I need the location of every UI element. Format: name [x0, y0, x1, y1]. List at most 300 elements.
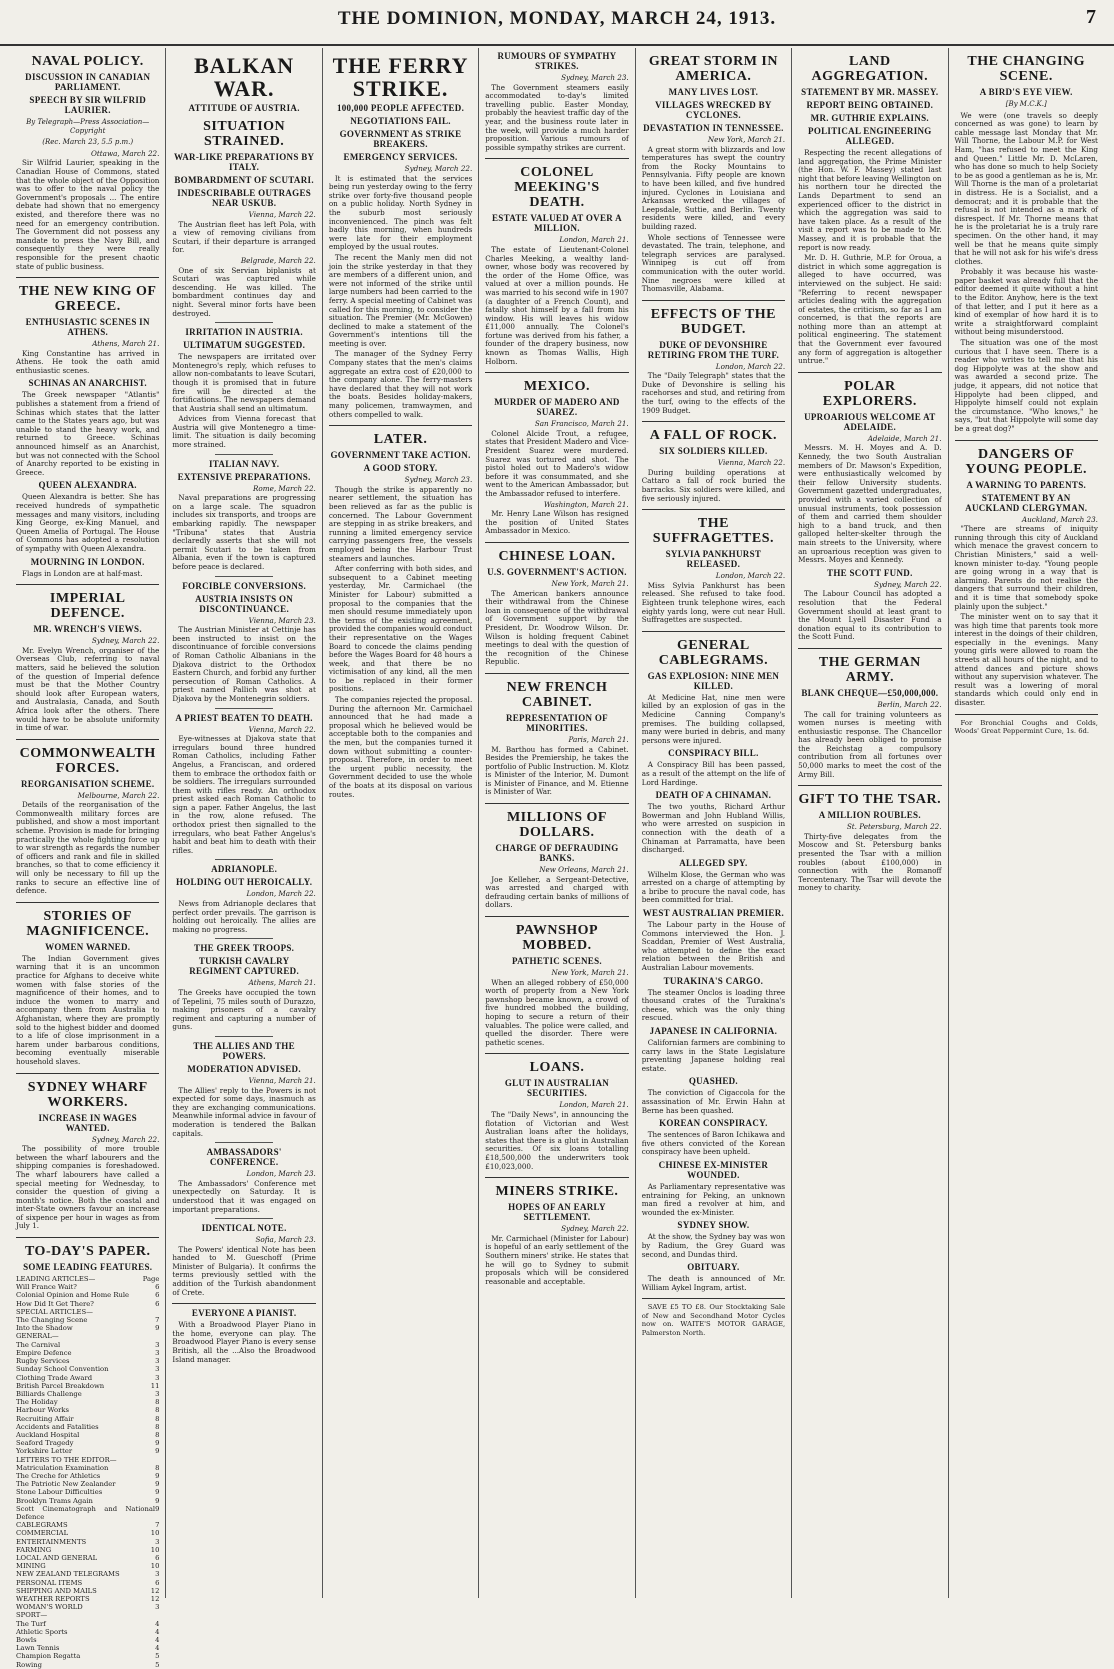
dateline: Auckland, March 23. — [1021, 514, 1098, 524]
divider — [215, 322, 272, 323]
subheadline: A WARNING TO PARENTS. — [966, 479, 1087, 490]
subheadline: REORGANISATION SCHEME. — [20, 778, 155, 789]
contents-page: 6 — [155, 1578, 160, 1587]
subheadline: KOREAN CONSPIRACY. — [659, 1118, 768, 1129]
article-body: The situation was one of the most curious that I have seen. There is a reader who writes to tell me that his dog Hippolyte was at the show and was awarded a second prize. The judge, it appears, did not notice that Hippolyte had been clipped, and Hippolyte himself could not explain the circumstance. "Who knows," he says, "but that Hippolyte will some day be a great dog?" — [954, 338, 1098, 433]
contents-item: Recruiting Affair — [16, 1414, 74, 1423]
contents-page: 3 — [155, 1389, 160, 1398]
contents-page: 4 — [155, 1619, 160, 1628]
article-body: Naval preparations are progressing on a large scale. The squadron includes six transports, and troops are embarking rapidly. The newspaper "Tribuna" states that Austria declaredly asserts that she will not permit Scutari to be taken from Albania, even if the town is captured before peace is declared. — [172, 493, 316, 571]
divider — [215, 454, 272, 455]
contents-row — [16, 1529, 159, 1537]
article-body: When an alleged robbery of £50,000 worth of property from a New York pawnshop became known, a crowd of five hundred mobbed the building, hoping to secure a return of their valuables. The police were called, and quelled the disorder. There were pathetic scenes. — [485, 977, 629, 1047]
contents-row — [16, 1611, 159, 1619]
article-body: Queen Alexandra is better. She has received hundreds of sympathetic messages and many visitors, including King George, ex-King Manuel, and Queen Amelia of Portugal. The House of Commons has adopted a resolution of sympathy with Queen Alexandra. — [16, 492, 160, 553]
subheadline: SYLVIA PANKHURST RELEASED. — [665, 549, 762, 570]
headline: IMPERIAL DEFENCE. — [49, 591, 126, 622]
dateline: Vienna, March 22. — [248, 724, 316, 734]
article-body: Mr. D. H. Guthrie, M.P. for Oroua, a district in which some aggregation is alleged to have occurred, was interviewed on the subject. He said: "Referring to recent newspaper articles dealing with the aggregation of estates, the criticism, so far as I am concerned, is that the reports are nothing more than an attempt at political engineering. The statement that the Government ever favoured any form of aggregation is altogether untrue." — [798, 253, 942, 366]
article-body: Advices from Vienna forecast that Austria will give Montenegro a time-limit. The situation is daily becoming more strained. — [172, 414, 316, 450]
subheadline: DEATH OF A CHINAMAN. — [655, 790, 772, 801]
article-body: King Constantine has arrived in Athens. He took the oath amid enthusiastic scenes. — [16, 348, 160, 375]
article-body: At the show, the Sydney bay was won by Radium, the Grey Guard was second, and Dundas third. — [641, 1232, 786, 1259]
subheadline: BOMBARDMENT OF SCUTARI. — [174, 175, 314, 185]
contents-page: 9 — [155, 1324, 160, 1333]
divider — [485, 158, 628, 159]
article-body: The Allies' reply to the Powers is not expected for some days, inasmuch as they are exchanging communications. Meanwhile informal advice in favour of moderation is tendered the Balkan capitals. — [172, 1085, 316, 1138]
article-body: The companies rejected the proposal. During the afternoon Mr. Carmichael announced that he had made a proposal which he believed would be acceptable both to the companies and the men, but the companies turned it down without submitting a counter-proposal. Therefore, in order to meet the urgent public necessity, the Government decided to use the whole of the boats at its disposal on various routes. — [328, 695, 473, 799]
article-body: The possibility of more trouble between the wharf labourers and the shipping companies is foreshadowed. The wharf labourers have called a special meeting for Wednesday, to consider the question of giving a month's notice. Both the coastal and inter-State owners favour an increase of sixpence per hour in wages as from July 1. — [16, 1144, 160, 1231]
subheadline: STATEMENT BY AN AUCKLAND CLERGYMAN. — [965, 492, 1088, 513]
subheadline: THE GREEK TROOPS. — [194, 943, 295, 954]
contents-item: GENERAL— — [16, 1332, 59, 1341]
contents-page: 12 — [150, 1586, 160, 1595]
headline: THE NEW KING OF GREECE. — [18, 284, 157, 315]
divider — [642, 631, 785, 632]
contents-row — [16, 1447, 159, 1455]
contents-item: Into the Shadow — [16, 1324, 73, 1333]
contents-page: 5 — [155, 1660, 160, 1669]
contents-page: 8 — [155, 1398, 160, 1407]
subheadline: TURAKINA'S CARGO. — [663, 975, 764, 986]
contents-page: 10 — [150, 1562, 160, 1571]
contents-page: 3 — [155, 1537, 160, 1546]
dateline: London, March 21. — [559, 235, 629, 245]
contents-item: Scott Cinematograph and National Defence — [16, 1504, 156, 1521]
credit-line: By Telegraph—Press Association—Copyright — [26, 118, 150, 135]
dateline: Melbourne, March 22. — [77, 790, 160, 800]
contents-page: 9 — [155, 1480, 160, 1489]
article-body: "There are streams of iniquity running through this city of Auckland which menace the gravest concern to Christian Ministers," said a well-known minister to-day. "Young people are going wrong in a way that is alarming. Parents do not realise the dangers that surround their children, and it is time that somebody spoke plainly upon the subject." — [954, 524, 1098, 611]
subheadline: HOPES OF AN EARLY SETTLEMENT. — [508, 1202, 606, 1223]
contents-row — [16, 1538, 159, 1546]
divider — [215, 859, 272, 860]
headline: GREAT STORM IN AMERICA. — [648, 54, 778, 84]
dateline: New York, March 21. — [551, 968, 629, 978]
contents-item: SPORT— — [16, 1611, 48, 1620]
contents-page: 7 — [155, 1316, 160, 1325]
headline: CHINESE LOAN. — [498, 548, 616, 564]
dateline: Sydney, March 22. — [91, 1134, 160, 1144]
article-body: We were (one travels so deeply concerned as was gone) to learn by cable message last Monday that Mr. Will Thorne, the Labour M.P. for West Ham, "has refused to meet the King and Queen." Little Mr. D. McLaren, who has done so much to help Society to be as good a gentleman as he is, Mr. Will Thorne is the man of a proletariat in distress. He is a Socialist, and a democrat; and it is probable that the refusal is not intended as a mark of disrespect. If Mr. Thorne means that he is the proletariat he is a truly rare specimen. On the other hand, it may well be that he means quite simply that he will not ask for his wife's dress clothes. — [954, 110, 1098, 266]
column-2 — [166, 48, 322, 1598]
contents-row — [16, 1423, 159, 1431]
contents-item: Matriculation Examination — [16, 1463, 109, 1472]
advertisement-body: For Bronchial Coughs and Colds, Woods' Great Peppermint Cure, 1s. 6d. — [954, 718, 1098, 736]
headline: DANGERS OF YOUNG PEOPLE. — [965, 446, 1088, 477]
contents-item: CABLEGRAMS — [16, 1521, 68, 1530]
subheadline: MR. GUTHRIE EXPLAINS. — [810, 113, 929, 123]
article-body: Sir Wilfrid Laurier, speaking in the Canadian House of Commons, stated that the whole object of the Opposition was to offer to the naval policy the Government's proposals ... The entire debate had shown that no emergency existed, and therefore there was no need for an emergency contribution. The Government did not possess any mandate to press the Navy Bill, and consequently they were really responsible for the present chaotic state of public business. — [16, 158, 160, 271]
contents-item: Harbour Works — [16, 1406, 69, 1415]
column-5 — [636, 48, 792, 1598]
article-body: Details of the reorganisation of the Commonwealth military forces are published, and show a most important scheme. Provision is made for bringing practically the whole fighting force up to war strength as regards the number of officers and rank and file in skilled branches, so that to come efficiency it will only be necessary to fill up the ranks to secure an effective line of defence. — [16, 800, 160, 896]
contents-row — [16, 1464, 159, 1472]
dateline: Sydney, March 22. — [873, 579, 942, 589]
contents-item: FARMING — [16, 1545, 52, 1554]
contents-item: Colonial Opinion and Home Rule — [16, 1291, 130, 1300]
divider — [798, 648, 941, 649]
contents-item: Auckland Hospital — [16, 1430, 80, 1439]
subheadline: QUASHED. — [688, 1076, 738, 1087]
subheadline: THE ALLIES AND THE POWERS. — [193, 1040, 295, 1061]
article-body: Flags in London are at half-mast. — [22, 568, 143, 578]
received-line: (Rec. March 23, 5.5 p.m.) — [42, 138, 134, 147]
contents-row — [16, 1628, 159, 1636]
contents-row — [16, 1406, 159, 1414]
subheadline: MURDER OF MADERO AND SUAREZ. — [494, 397, 620, 418]
contents-page: 4 — [155, 1636, 160, 1644]
column-1 — [10, 48, 166, 1669]
contents-row — [16, 1374, 159, 1382]
contents-item: The Turf — [16, 1619, 46, 1628]
subheadline: SYDNEY SHOW. — [677, 1220, 750, 1231]
contents-row — [16, 1497, 159, 1505]
subheadline: IDENTICAL NOTE. — [201, 1223, 287, 1234]
contents-list — [16, 1275, 159, 1669]
divider — [485, 1177, 628, 1178]
contents-page: 3 — [155, 1357, 160, 1366]
divider — [16, 902, 159, 903]
subheadline: 100,000 PEOPLE AFFECTED. — [336, 103, 465, 113]
subheadline: MODERATION ADVISED. — [187, 1063, 301, 1074]
contents-page: 11 — [150, 1381, 160, 1390]
headline: A FALL OF ROCK. — [649, 428, 778, 444]
divider — [16, 277, 159, 278]
dateline: Sydney, March 22. — [404, 164, 473, 173]
divider — [798, 785, 941, 786]
divider — [485, 673, 628, 674]
article-body: The Labour Council has adopted a resolution that the Federal Government should at least grant to the Mount Lyell Disaster Fund a donation equal to its contribution to the Scott Fund. — [798, 589, 942, 642]
subheadline: A MILLION ROUBLES. — [818, 810, 921, 821]
contents-page: 3 — [155, 1603, 160, 1612]
contents-row — [16, 1570, 159, 1578]
contents-item: Lawn Tennis — [16, 1644, 60, 1653]
columns — [10, 48, 1104, 1669]
subheadline: GOVERNMENT AS STRIKE BREAKERS. — [339, 129, 462, 149]
article-body: The Indian Government gives warning that it is an uncommon practice for Afghans to deceive white women with false stories of the magnificence of their homes, and to induce the women to marry and accompany them from Australia to Afghanistan, where they are promptly sold to the highest bidder and doomed to a life of close imprisonment in a harem under barbarous conditions, becoming eventually miserable household slaves. — [16, 953, 160, 1066]
dateline: Vienna, March 22. — [717, 458, 786, 468]
article-body: Miss Sylvia Pankhurst has been released. She refused to take food. Eighteen trunk telephone wires, each eighty yards long, were cut near Hull. Suffragettes are suspected. — [641, 580, 786, 625]
article-body: Eye-witnesses at Djakova state that irregulars bound three hundred Roman Catholics, including Father Angelus, a Franciscan, and ordered them to embrace the orthodox faith or be soldiers. The irregulars surrounded them with rifles ready. An orthodox priest asked each Roman Catholic to sign a paper. Father Angelus, the last in the row, alone refused. The orthodox priest then signalled to the irregulars, who beat Father Angelus's habit and beat him to death with their rifles. — [172, 734, 316, 855]
subheadline: TURKISH CAVALRY REGIMENT CAPTURED. — [189, 956, 299, 977]
headline: LOANS. — [529, 1060, 585, 1076]
contents-page: 3 — [155, 1348, 160, 1357]
contents-row — [16, 1644, 159, 1652]
contents-item: COMMERCIAL — [16, 1529, 69, 1538]
dateline: New York, March 21. — [551, 578, 629, 588]
contents-row — [16, 1546, 159, 1554]
column-7 — [949, 48, 1104, 1598]
contents-page: 9 — [155, 1496, 160, 1505]
subheadline: INCREASE IN WAGES WANTED. — [38, 1112, 137, 1133]
contents-item: Stone Labour Difficulties — [16, 1488, 103, 1497]
contents-row — [16, 1620, 159, 1628]
contents-item: The Changing Scene — [16, 1316, 88, 1325]
dateline: Vienna, March 21. — [248, 1075, 316, 1085]
article-body: Mr. Evelyn Wrench, organiser of the Overseas Club, referring to naval matters, said he believed the solution of the question of Imperial defence must be that the Mother Country should look after European waters, and Australasia, Canada, and South Africa look after the others. There would have to be absolute uniformity in time of war. — [16, 645, 160, 733]
subheadline: U.S. GOVERNMENT'S ACTION. — [487, 566, 627, 577]
headline: THE FERRY STRIKE. — [332, 53, 469, 101]
subheadline: RUMOURS OF SYMPATHY STRIKES. — [497, 51, 617, 71]
article-body: At Medicine Hat, nine men were killed by an explosion of gas in the Medicine Canning Company's premises. The building collapsed, many were buried in debris, and many persons were injured. — [641, 692, 786, 745]
headline: THE SUFFRAGETTES. — [652, 516, 775, 547]
contents-row — [16, 1456, 159, 1464]
subheadline: CHARGE OF DEFRAUDING BANKS. — [495, 843, 619, 864]
subheadline: EMERGENCY SERVICES. — [343, 152, 458, 162]
contents-item: WOMAN'S WORLD — [16, 1603, 83, 1612]
dateline: Sydney, March 22. — [561, 1224, 629, 1234]
contents-row — [16, 1636, 159, 1644]
contents-item: British Parcel Breakdown — [16, 1381, 105, 1390]
advertisement-body: With a Broadwood Player Piano in the home, everyone can play. The Broadwood Player Piano is every sense British, all the ...Also the Broadwood Island manager. — [172, 1320, 316, 1364]
dateline: Adelaide, March 21. — [867, 433, 942, 443]
advertisement-body: SAVE £5 TO £8. Our Stocktaking Sale of New and Secondhand Motor Cycles now on. WAITE'S MOTOR GARAGE, Palmerston North. — [641, 1303, 786, 1338]
contents-item: MINING — [16, 1562, 46, 1571]
contents-item: LEADING ARTICLES— — [16, 1275, 96, 1284]
contents-row — [16, 1488, 159, 1496]
headline: GENERAL CABLEGRAMS. — [658, 637, 769, 668]
divider — [485, 916, 628, 917]
contents-item: Accidents and Fatalities — [16, 1422, 99, 1431]
subheadline: VILLAGES WRECKED BY CYCLONES. — [655, 100, 772, 120]
contents-page: 9 — [155, 1439, 160, 1448]
contents-page: 6 — [155, 1283, 160, 1292]
subheadline: REPORT BEING OBTAINED. — [806, 100, 934, 110]
subheadline: THE SCOTT FUND. — [827, 567, 913, 578]
headline: SITUATION STRAINED. — [203, 119, 286, 149]
contents-row — [16, 1324, 159, 1332]
headline: STORIES OF MAGNIFICENCE. — [26, 908, 150, 939]
subheadline: STATEMENT BY MR. MASSEY. — [801, 87, 939, 97]
contents-page: 3 — [155, 1365, 160, 1374]
masthead-title: THE DOMINION, MONDAY, MARCH 24, 1913. — [337, 8, 777, 29]
contents-row — [16, 1587, 159, 1595]
headline: EFFECTS OF THE BUDGET. — [650, 306, 777, 337]
dateline: San Francisco, March 21. — [534, 419, 629, 429]
article-body: Though the strike is apparently no nearer settlement, the situation has been relieved as far as the public is concerned. The Labour Government are stepping in as strike breakers, and running a limited emergency service carrying passengers free, the vessels employed being the Harbour Trust steamers and launches. — [328, 484, 473, 563]
masthead — [0, 0, 1114, 46]
headline: THE GERMAN ARMY. — [818, 654, 921, 685]
article-body: Respecting the recent allegations of land aggregation, the Prime Minister (the Hon. W. F. Massey) stated last night that before leaving Wellington on his northern tour he directed the Lands Department to send an experienced officer to the district in which the aggregation was said to have taken place. As a result of the visit a report was to be made to Mr. Massey, and it is probable that the report is now ready. — [798, 148, 942, 252]
subheadline: PATHETIC SCENES. — [511, 956, 602, 967]
contents-row — [16, 1562, 159, 1570]
article-body: During building operations at Cattaro a fall of rock buried the barracks. Six soldiers were killed, and five seriously injured. — [641, 467, 786, 503]
article-body: A Conspiracy Bill has been passed, as a result of the attempt on the life of Lord Hardinge. — [641, 760, 786, 787]
dateline: Ottawa, March 22. — [91, 148, 160, 158]
contents-row — [16, 1431, 159, 1439]
article-body: The Austrian fleet has left Pola, with a view of removing civilians from Scutari, if their departure is arranged for. — [172, 219, 316, 255]
subheadline: ADRIANOPLE. — [211, 864, 278, 875]
subheadline: ATTITUDE OF AUSTRIA. — [188, 103, 300, 113]
divider — [215, 708, 272, 709]
subheadline: DISCUSSION IN CANADIAN PARLIAMENT. — [25, 72, 151, 92]
dateline: London, March 23. — [246, 1169, 316, 1179]
headline: MINERS STRIKE. — [495, 1184, 619, 1200]
divider — [329, 425, 472, 426]
headline: MEXICO. — [523, 379, 591, 395]
article-body: Wilhelm Klose, the German who was arrested on a charge of attempting by a bribe to procure the naval code, has been committed for trial. — [641, 869, 786, 905]
article-body: The Labour party in the House of Commons interviewed the Hon. J. Scaddan, Premier of West Australia, who attempted to define the exact relation between the British and Australian Labour movements. — [641, 920, 786, 973]
headline: LAND AGGREGATION. — [811, 54, 929, 84]
divider — [215, 576, 272, 577]
subheadline: SCHINAS AN ANARCHIST. — [28, 378, 147, 389]
contents-row — [16, 1349, 159, 1357]
dateline: Sydney, March 22. — [91, 636, 160, 646]
contents-page: 3 — [155, 1340, 160, 1349]
column-3 — [323, 48, 479, 1598]
article-body: The minister went on to say that it was high time that parents took more interest in the doings of their children, especially in the evenings. Many young girls were allowed to roam the streets at all hours of the night, and to attend dances and picture shows without any supervision whatever. The result was a lowering of moral standards which could only end in disaster. — [954, 612, 1098, 708]
headline: BALKAN WAR. — [194, 53, 295, 101]
article-body: A great storm with blizzards and low temperatures has swept the country from the Rocky Mountains to Pennsylvania. Fifty people are known to have been killed, and five hundred injured. Cyclones in Louisiana and Arkansas wrecked the villages of Leepsdale, Suttie, and Berlin. Twenty residents were killed, and every building razed. — [641, 144, 786, 231]
subheadline: MANY LIVES LOST. — [668, 87, 759, 97]
subheadline: SPEECH BY SIR WILFRID LAURIER. — [29, 95, 146, 115]
contents-item: Bowls — [16, 1636, 37, 1644]
contents-item: Clothing Trade Award — [16, 1373, 93, 1382]
dateline: Sydney, March 23. — [404, 475, 473, 485]
divider — [485, 372, 628, 373]
contents-row — [16, 1382, 159, 1390]
divider — [16, 1073, 159, 1074]
contents-page: 10 — [150, 1529, 160, 1538]
contents-item: The Carnival — [16, 1340, 61, 1349]
contents-item: How Did It Get There? — [16, 1299, 94, 1308]
article-body: Joe Kelleher, a Sergeant-Detective, was arrested and charged with defrauding certain banks of millions of dollars. — [485, 874, 629, 910]
contents-page: 5 — [155, 1652, 160, 1661]
divider — [955, 440, 1098, 441]
contents-item: Brooklyn Trams Again — [16, 1496, 93, 1505]
dateline: Paris, March 21. — [568, 734, 629, 744]
column-6 — [792, 48, 948, 1598]
column-4 — [479, 48, 635, 1598]
dateline: Athens, March 21. — [248, 978, 316, 988]
article-body: The American bankers announce their withdrawal from the Chinese loan in consequence of the withdrawal of Government support by the President, Dr. Woodrow Wilson. Dr. Wilson is holding frequent Cabinet meetings to deal with the question of the recognition of the Chinese Republic. — [485, 588, 629, 667]
dateline: New York, March 21. — [707, 135, 786, 144]
subheadline: QUEEN ALEXANDRA. — [38, 480, 137, 491]
contents-row — [16, 1595, 159, 1603]
contents-item: Will France Wait? — [16, 1283, 77, 1292]
headline: NAVAL POLICY. — [31, 54, 144, 69]
page-number: 7 — [1086, 6, 1096, 28]
article-body: The Powers' identical Note has been handed to M. Gueschoff (Prime Minister of Bulgaria). It confirms the terms previously settled with the addition of the Turkish abandonment of Crete. — [172, 1244, 316, 1297]
dateline: London, March 21. — [559, 1100, 629, 1110]
subheadline: CHINESE EX-MINISTER WOUNDED. — [658, 1159, 769, 1180]
subheadline: WAR-LIKE PREPARATIONS BY ITALY. — [173, 152, 315, 172]
article-body: The death is announced of Mr. William Aykel Ingram, artist. — [641, 1274, 786, 1292]
contents-row — [16, 1365, 159, 1373]
dateline: St. Petersburg, March 22. — [846, 822, 942, 832]
dateline: New Orleans, March 21. — [539, 865, 629, 875]
divider — [485, 803, 628, 804]
contents-page: 8 — [155, 1406, 160, 1415]
subheadline: IRRITATION IN AUSTRIA. — [185, 327, 303, 338]
contents-row — [16, 1300, 159, 1308]
article-body: The Greek newspaper "Atlantis" publishes a statement from a friend of Schinas which states that the latter came to the States years ago, but was unable to stand the heavy work, and returned to Greece. Schinas announced himself as an Anarchist, but was not connected with the School of Anarchy reported to be existing in Greece. — [16, 390, 160, 477]
contents-page: 4 — [155, 1644, 160, 1653]
article-body: The Austrian Minister at Cettinje has been instructed to insist on the discontinuance of forcible conversions of Roman Catholic Albanians in the Djakova district to the Orthodox Eastern Church, and forbid any further persecution of Roman Catholics. A priest named Pallich was shot at Djakova by the Montenegrin soldiers. — [172, 625, 316, 703]
subheadline: ALLEGED SPY. — [679, 857, 748, 868]
contents-page: 12 — [150, 1594, 160, 1603]
contents-page: 9 — [155, 1471, 160, 1480]
contents-row — [16, 1661, 159, 1669]
contents-item: Billiards Challenge — [16, 1389, 82, 1398]
subheadline: ENTHUSIASTIC SCENES IN ATHENS. — [25, 317, 150, 338]
contents-item: NEW ZEALAND TELEGRAMS — [16, 1570, 120, 1579]
subheadline: ITALIAN NAVY. — [209, 458, 280, 469]
divider — [16, 584, 159, 585]
contents-row — [16, 1652, 159, 1660]
subheadline: DEVASTATION IN TENNESSEE. — [643, 123, 784, 133]
byline: [By M.C.K.] — [1005, 100, 1047, 108]
contents-item: SPECIAL ARTICLES— — [16, 1307, 93, 1316]
article-body: Probably it was because his waste-paper basket was already full that the editor deemed it quite without a hint to the Editor. Anyhow, here is the text of that letter, and I put it here as a kind of exemplar of how hard it is to write a straightforward complaint without being misunderstood. — [954, 267, 1098, 337]
contents-item: LETTERS TO THE EDITOR— — [16, 1455, 117, 1464]
contents-item: The Holiday — [16, 1398, 58, 1407]
contents-page: 8 — [155, 1414, 160, 1423]
contents-row — [16, 1415, 159, 1423]
subheadline: CONSPIRACY BILL. — [668, 748, 759, 759]
article-body: The Government steamers easily accommodated to-day's limited travelling public. Easter Monday, probably the heaviest traffic day of the year, and the business route later in the week, will provide a much harder proposition. Various rumours of possible sympathy strikes are current. — [485, 82, 629, 152]
article-body: The conviction of Cigaccola for the assassination of Mr. Erwin Hahn at Berne has been quashed. — [641, 1088, 786, 1115]
article-body: Colonel Alcide Trout, a refugee, states that President Madero and Vice-President Suarez were murdered. Suarez was tortured and shot. The pistol holed out to Madero's widow before it was consummated, and she went to the American Ambassador, but the Ambassador refused to interfere. — [485, 428, 629, 498]
contents-item: SHIPPING AND MAILS — [16, 1586, 97, 1595]
contents-item: The Creche for Athletics — [16, 1471, 101, 1480]
dateline: London, March 22. — [246, 889, 316, 899]
subheadline: BLANK CHEQUE—£50,000,000. — [801, 687, 939, 698]
dateline: Berlin, March 22. — [877, 699, 942, 709]
headline: COLONEL MEEKING'S DEATH. — [514, 165, 600, 211]
dateline: Sofia, March 23. — [255, 1235, 316, 1245]
headline: GIFT TO THE TSAR. — [798, 792, 942, 808]
advertisement-heading: EVERYONE A PIANIST. — [191, 1308, 297, 1319]
contents-page: 8 — [155, 1422, 160, 1431]
subheadline: SIX SOLDIERS KILLED. — [659, 446, 768, 457]
article-body: The estate of Lieutenant-Colonel Charles Meeking, a wealthy land-owner, whose body was recovered by the order of the Home Office, was valued at over a million pounds. He was married to his second wife in 1907 (a daughter of a French Count), and fatally shot himself by a fall from his window. His will leaves his widow £11,000 annually. The Colonel's fortune was derived from his father, a founder of the drapery business, now known as Thomas Wallis, High Holborn. — [485, 244, 629, 366]
subheadline: FORCIBLE CONVERSIONS. — [182, 580, 307, 591]
dateline: Belgrade, March 22. — [240, 255, 316, 265]
contents-page: 6 — [155, 1291, 160, 1300]
subheadline: ESTATE VALUED AT OVER A MILLION. — [492, 213, 622, 234]
article-body: The manager of the Sydney Ferry Company states that the men's claims aggregate an extra cost of £20,000 to the company alone. The ferry-masters have declared that they will not work the boats. Besides holiday-makers, many policemen, tramwaymen, and others compelled to walk. — [328, 349, 473, 419]
subheadline: DUKE OF DEVONSHIRE RETIRING FROM THE TURF. — [647, 339, 780, 360]
headline: LATER. — [373, 432, 428, 448]
contents-row — [16, 1316, 159, 1324]
headline: MILLIONS OF DOLLARS. — [506, 810, 607, 841]
article-body: Thirty-five delegates from the Moscow and St. Petersburg banks presented the Tsar with a million roubles (about £100,000) in connection with the Romanoff Tercentenary. The Tsar will devote the money to charity. — [798, 831, 942, 893]
article-body: Californian farmers are combining to carry laws in the State Legislature preventing Japanese holding real estate. — [641, 1038, 786, 1073]
dateline: London, March 22. — [715, 571, 786, 581]
subheadline: EXTENSIVE PREPARATIONS. — [177, 471, 311, 482]
contents-item: PERSONAL ITEMS — [16, 1578, 83, 1587]
article-body: M. Barthou has formed a Cabinet. Besides the Premiership, he takes the portfolio of Public Instruction. M. Klotz is Minister of the Interior, M. Dumont is Minister of Finance, and M. Etienne is Minister of War. — [485, 744, 629, 797]
headline: SYDNEY WHARF WORKERS. — [27, 1079, 148, 1110]
subheadline: REPRESENTATION OF MINORITIES. — [505, 712, 608, 733]
article-body: The two youths, Richard Arthur Bowerman and John Hubland Willis, who were arrested on suspicion in connection with the death of a Chinaman at Parramatta, have been discharged. — [641, 802, 786, 855]
subheadline: UPROARIOUS WELCOME AT ADELAIDE. — [804, 411, 936, 432]
contents-page: 10 — [150, 1545, 160, 1554]
contents-item: Champion Regatta — [16, 1652, 81, 1661]
contents-row — [16, 1521, 159, 1529]
dateline: London, March 22. — [715, 361, 786, 371]
contents-row — [16, 1554, 159, 1562]
headline: POLAR EXPLORERS. — [822, 378, 917, 409]
contents-row — [16, 1472, 159, 1480]
subheadline: WEST AUSTRALIAN PREMIER. — [642, 908, 785, 919]
article-body: The Ambassadors' Conference met unexpectedly on Saturday. It is understood that it was engaged on important preparations. — [172, 1178, 316, 1214]
contents-row — [16, 1390, 159, 1398]
contents-item: Seaford Tragedy — [16, 1439, 74, 1448]
contents-page: 9 — [155, 1504, 160, 1513]
